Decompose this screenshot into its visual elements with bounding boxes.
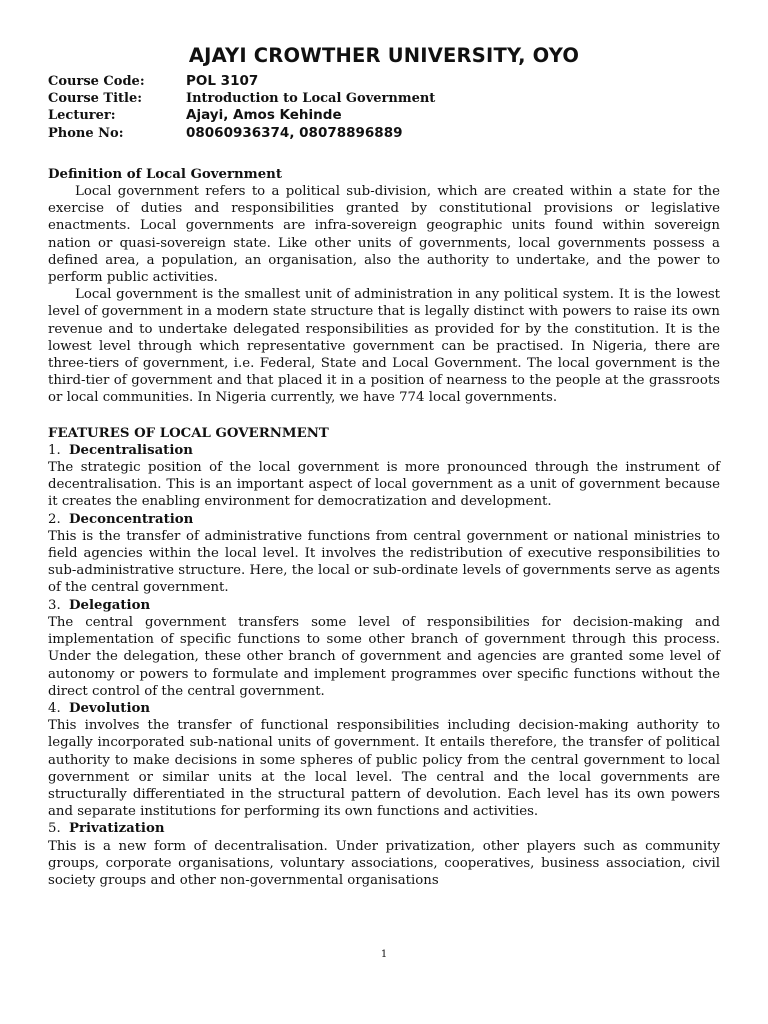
- feature-heading: [48, 511, 720, 528]
- feature-title: Devolution: [69, 700, 151, 716]
- feature-heading: [48, 597, 720, 614]
- document-page: [48, 44, 720, 889]
- course-code-label: Course Code:: [48, 74, 145, 89]
- feature-number: 4.: [48, 700, 61, 716]
- definition-paragraph: Local government is the smallest unit of administration in any political system. It is the lowest level of government in a modern state structure that is legally distinct with powers to raise its own revenue and to undertake delegated responsibilities as provided for by the constitution. It is the lowest level through which representative government can be practised. In Nigeria, there are three-tiers of government, i.e. Federal, State and Local Government. The local government is the third-tier of government and that placed it in a position of nearness to the people at the grassroots or local communities. In Nigeria currently, we have 774 local governments.: [48, 287, 720, 406]
- feature-number: 2.: [48, 511, 61, 527]
- feature-heading: [48, 820, 720, 837]
- course-code-value: POL 3107: [186, 73, 259, 89]
- course-code-row: [48, 73, 720, 90]
- feature-number: 5.: [48, 821, 61, 837]
- feature-text: This is a new form of decentralisation. Under privatization, other players such as community groups, corporate organisations, voluntary associations, cooperatives, business association, civil society groups and other non-governmental organisations: [48, 838, 720, 888]
- university-title: AJAYI CROWTHER UNIVERSITY, OYO: [188, 44, 580, 67]
- feature-number: 1.: [48, 442, 61, 458]
- feature-text: This involves the transfer of functional responsibilities including decision-making authority to legally incorporated sub-national units of government. It entails therefore, the transfer of political authority to make decisions in some spheres of public policy from the central government to local government or similar units at the local level. The central and the local governments are structurally differentiated in the structural pattern of devolution. Each level has its own powers and separate institutions for performing its own functions and activities.: [48, 718, 720, 820]
- features-section: [48, 425, 720, 889]
- feature-title: Privatization: [69, 821, 165, 837]
- course-info: [48, 73, 720, 142]
- feature-number: 3.: [48, 597, 61, 613]
- definition-section: [48, 166, 720, 407]
- feature-text: The strategic position of the local government is more pronounced through the instrument of decentralisation. This is an important aspect of local government as a unit of government because it creates the enabling environment for democratization and development.: [48, 460, 720, 510]
- page-number: 1: [380, 949, 388, 960]
- course-title-label: Course Title:: [48, 91, 143, 107]
- features-heading: FEATURES OF LOCAL GOVERNMENT: [48, 425, 329, 441]
- definition-paragraph: Local government refers to a political sub-division, which are created within a state for the exercise of duties and responsibilities granted by constitutional provisions or legislative enactments. Local governments are infra-sovereign geographic units found within sovereign nation or quasi-sovereign state. Like other units of governments, local governments possess a defined area, a population, an organisation, also the authority to undertake, and the power to perform public activities.: [48, 184, 720, 286]
- lecturer-row: [48, 107, 720, 124]
- feature-text: This is the transfer of administrative functions from central government or national ministries to field agencies within the local level. It involves the redistribution of executive responsibilities to sub-administrative structure. Here, the local or sub-ordinate levels of governments serve as agents of the central government.: [48, 528, 720, 596]
- phone-value: 08060936374, 08078896889: [186, 124, 403, 141]
- course-title-value: Introduction to Local Government: [186, 91, 436, 107]
- phone-row: [48, 125, 720, 142]
- phone-label: Phone No:: [48, 125, 124, 141]
- definition-heading: Definition of Local Government: [48, 166, 282, 182]
- feature-title: Decentralisation: [69, 442, 193, 458]
- feature-heading: [48, 442, 720, 459]
- course-title-row: [48, 90, 720, 107]
- feature-heading: [48, 700, 720, 717]
- feature-title: Delegation: [69, 597, 151, 613]
- feature-title: Deconcentration: [69, 511, 194, 527]
- lecturer-value: Ajayi, Amos Kehinde: [186, 107, 342, 124]
- feature-text: The central government transfers some level of responsibilities for decision-making and implementation of specific functions to some other branch of government through this process. Under the delegation, these other branch of government and agencies are granted some level of autonomy or powers to formulate and implement programmes over specific functions without the direct control of the central government.: [48, 614, 720, 699]
- lecturer-label: Lecturer:: [48, 108, 116, 124]
